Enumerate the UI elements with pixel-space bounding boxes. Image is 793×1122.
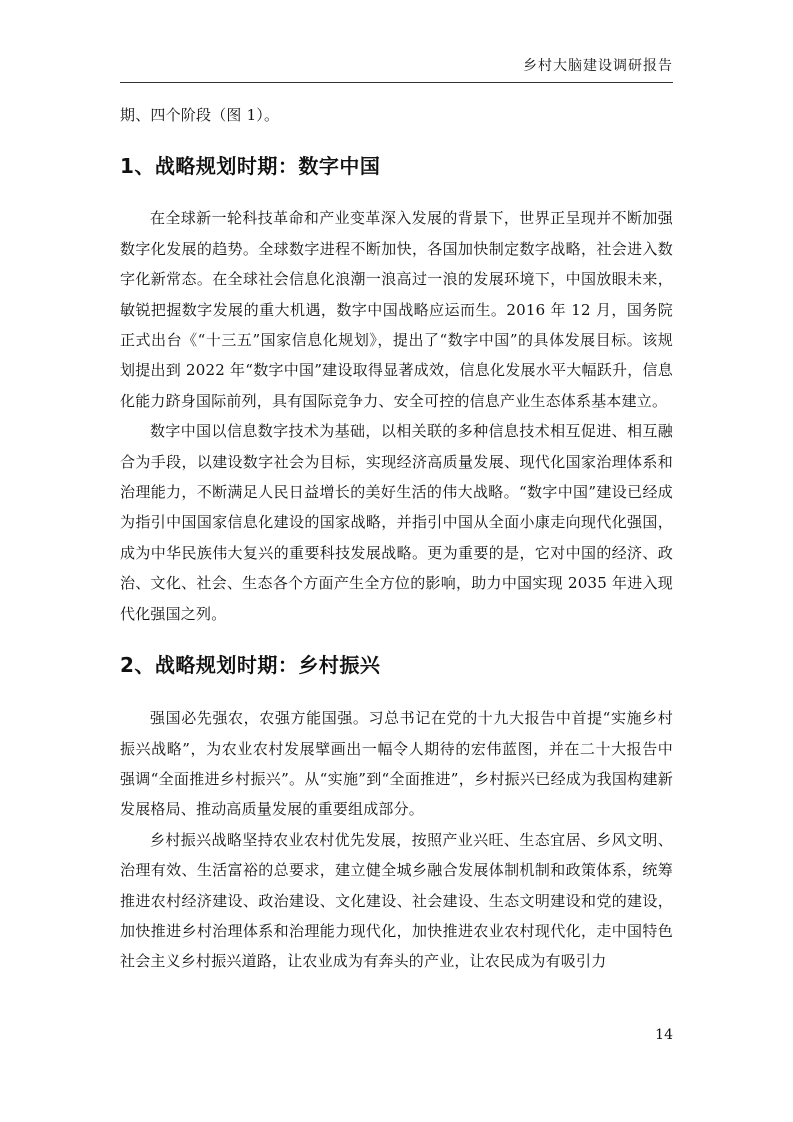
section-1-heading: 1、战略规划时期：数字中国	[120, 154, 381, 179]
page-number: 14	[655, 1027, 673, 1043]
section-2-heading: 2、战略规划时期：乡村振兴	[120, 653, 381, 678]
running-header	[120, 56, 673, 83]
running-header-title: 乡村大脑建设调研报告	[523, 58, 673, 74]
section-2-paragraph-1: 强国必先强农，农强方能国强。习总书记在党的十九大报告中首提“实施乡村振兴战略”，为农业农村发展擘画出一幅令人期待的宏伟蓝图，并在二十大报告中强调“全面推进乡村振兴”。从“实施”到“全面推进”，乡村振兴已经成为我国构建新发展格局、推动高质量发展的重要组成部分。	[120, 709, 673, 819]
section-1-paragraph-2: 数字中国以信息数字技术为基础，以相关联的多种信息技术相互促进、相互融合为手段，以建设数字社会为目标，实现经济高质量发展、现代化国家治理体系和治理能力，不断满足人民日益增长的美好生活的伟大战略。“数字中国”建设已经成为指引中国国家信息化建设的国家战略，并指引中国从全面小康走向现代化强国，成为中华民族伟大复兴的重要科技发展战略。更为重要的是，它对中国的经济、政治、文化、社会、生态各个方面产生全方位的影响，助力中国实现 2035 年进入现代化强国之列。	[120, 422, 673, 623]
page-body	[120, 100, 673, 977]
section-2-paragraph-2: 乡村振兴战略坚持农业农村优先发展，按照产业兴旺、生态宜居、乡风文明、治理有效、生活富裕的总要求，建立健全城乡融合发展体制机制和政策体系，统筹推进农村经济建设、政治建设、文化建设、社会建设、生态文明建设和党的建设，加快推进乡村治理体系和治理能力现代化，加快推进农业农村现代化，走中国特色社会主义乡村振兴道路，让农业成为有奔头的产业，让农民成为有吸引力	[120, 830, 673, 971]
section-1-paragraph-1: 在全球新一轮科技革命和产业变革深入发展的背景下，世界正呈现并不断加强数字化发展的趋势。全球数字进程不断加快，各国加快制定数字战略，社会进入数字化新常态。在全球社会信息化浪潮一浪高过一浪的发展环境下，中国放眼未来，敏锐把握数字发展的重大机遇，数字中国战略应运而生。2016 年 12 月，国务院正式出台《“十三五”国家信息化规划》，提出了“数字中国”的具体发展目标。该规划提出到 2022 年“数字中国”建设取得显著成效，信息化发展水平大幅跃升，信息化能力跻身国际前列，具有国际竞争力、安全可控的信息产业生态体系基本建立。	[120, 209, 673, 410]
intro-fragment: 期、四个阶段（图 1）。	[120, 106, 280, 124]
